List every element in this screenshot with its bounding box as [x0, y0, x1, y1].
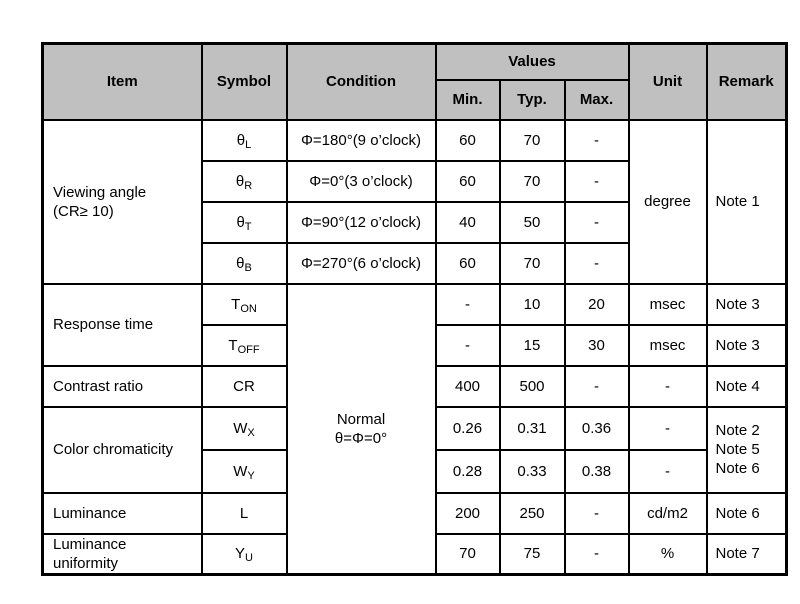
luminance-uniformity-item-cell: [43, 534, 202, 575]
t-on-symbol: T: [231, 295, 241, 313]
y-u-symbol-cell: [202, 534, 287, 575]
theta-r-min-cell: 60: [436, 161, 500, 202]
header-condition: Condition: [287, 44, 436, 120]
contrast-ratio-unit-cell: -: [629, 366, 707, 407]
t-on-unit-cell: msec: [629, 284, 707, 325]
t-off-max-cell: 30: [565, 325, 629, 366]
theta-t-condition-cell: Φ=90°(12 o’clock): [287, 202, 436, 243]
y-u-max-cell: -: [565, 534, 629, 575]
w-x-max-cell: 0.36: [565, 407, 629, 450]
w-x-unit-cell: -: [629, 407, 707, 450]
header-unit: Unit: [629, 44, 707, 120]
theta-b-min-cell: 60: [436, 243, 500, 284]
shared-condition-line1: Normal: [336, 410, 386, 428]
response-time-item-cell: Response time: [43, 284, 202, 366]
w-x-symbol-cell: [202, 407, 287, 450]
t-on-max-cell: 20: [565, 284, 629, 325]
w-y-min-cell: 0.28: [436, 450, 500, 493]
t-off-typ-cell: 15: [500, 325, 565, 366]
table-row: [43, 284, 787, 325]
theta-r-symbol: θ: [235, 172, 245, 190]
theta-t-symbol-sub: T: [244, 220, 252, 233]
theta-t-min-cell: 40: [436, 202, 500, 243]
t-off-remark-cell: Note 3: [707, 325, 787, 366]
header-max: Max.: [565, 80, 629, 120]
y-u-symbol: Y: [235, 545, 246, 563]
w-y-max-cell: 0.38: [565, 450, 629, 493]
theta-l-typ-cell: 70: [500, 120, 565, 161]
chromaticity-remark-line1: Note 2: [715, 422, 760, 439]
theta-r-symbol-cell: [202, 161, 287, 202]
viewing-angle-label-line1: Viewing angle: [53, 183, 147, 201]
theta-r-typ-cell: 70: [500, 161, 565, 202]
luminance-typ-cell: 250: [500, 493, 565, 534]
viewing-angle-unit-cell: degree: [629, 120, 707, 284]
t-off-symbol-cell: [202, 325, 287, 366]
t-off-symbol: T: [228, 336, 238, 354]
w-y-typ-cell: 0.33: [500, 450, 565, 493]
luminance-unit-cell: cd/m2: [629, 493, 707, 534]
w-x-symbol: W: [233, 419, 248, 437]
theta-l-symbol-cell: [202, 120, 287, 161]
w-x-symbol-sub: X: [247, 426, 255, 439]
y-u-unit-cell: %: [629, 534, 707, 575]
header-row-1: [43, 44, 787, 80]
w-y-symbol-sub: Y: [247, 469, 255, 482]
contrast-ratio-min-cell: 400: [436, 366, 500, 407]
theta-l-condition-cell: Φ=180°(9 o’clock): [287, 120, 436, 161]
t-on-remark-cell: Note 3: [707, 284, 787, 325]
theta-t-symbol: θ: [236, 213, 245, 231]
theta-l-max-cell: -: [565, 120, 629, 161]
contrast-ratio-typ-cell: 500: [500, 366, 565, 407]
viewing-angle-remark-cell: Note 1: [707, 120, 787, 284]
luminance-min-cell: 200: [436, 493, 500, 534]
theta-t-typ-cell: 50: [500, 202, 565, 243]
luminance-remark-cell: Note 6: [707, 493, 787, 534]
theta-r-max-cell: -: [565, 161, 629, 202]
luminance-max-cell: -: [565, 493, 629, 534]
viewing-angle-label-line2: (CR≥ 10): [53, 202, 114, 220]
w-x-typ-cell: 0.31: [500, 407, 565, 450]
t-on-symbol-sub: ON: [240, 302, 257, 315]
theta-b-symbol-sub: B: [244, 261, 252, 274]
w-y-symbol-cell: [202, 450, 287, 493]
contrast-ratio-item-cell: Contrast ratio: [43, 366, 202, 407]
header-typ: Typ.: [500, 80, 565, 120]
header-symbol: Symbol: [202, 44, 287, 120]
y-u-typ-cell: 75: [500, 534, 565, 575]
theta-b-typ-cell: 70: [500, 243, 565, 284]
color-chromaticity-remark-cell: [707, 407, 787, 493]
theta-b-condition-cell: Φ=270°(6 o’clock): [287, 243, 436, 284]
header-remark: Remark: [707, 44, 787, 120]
t-off-symbol-sub: OFF: [237, 343, 260, 356]
theta-l-symbol: θ: [236, 131, 246, 149]
luminance-symbol-cell: L: [202, 493, 287, 534]
theta-r-symbol-sub: R: [244, 179, 253, 192]
y-u-min-cell: 70: [436, 534, 500, 575]
w-y-unit-cell: -: [629, 450, 707, 493]
theta-r-condition-cell: Φ=0°(3 o’clock): [287, 161, 436, 202]
header-values: Values: [436, 44, 629, 80]
w-x-min-cell: 0.26: [436, 407, 500, 450]
theta-b-max-cell: -: [565, 243, 629, 284]
contrast-ratio-remark-cell: Note 4: [707, 366, 787, 407]
chromaticity-remark-line2: Note 5: [715, 441, 760, 458]
t-on-min-cell: -: [436, 284, 500, 325]
w-y-symbol: W: [233, 462, 248, 480]
header-item: Item: [43, 44, 202, 120]
shared-condition-line2: θ=Φ=0°: [334, 429, 388, 447]
theta-l-min-cell: 60: [436, 120, 500, 161]
t-off-unit-cell: msec: [629, 325, 707, 366]
luminance-uniformity-label-line1: Luminance: [53, 535, 127, 553]
theta-b-symbol-cell: [202, 243, 287, 284]
luminance-item-cell: Luminance: [43, 493, 202, 534]
contrast-ratio-max-cell: -: [565, 366, 629, 407]
chromaticity-remark-line3: Note 6: [715, 460, 760, 477]
color-chromaticity-item-cell: Color chromaticity: [43, 407, 202, 493]
y-u-symbol-sub: U: [245, 552, 253, 565]
t-on-symbol-cell: [202, 284, 287, 325]
header-min: Min.: [436, 80, 500, 120]
y-u-remark-cell: Note 7: [707, 534, 787, 575]
viewing-angle-item-cell: [43, 120, 202, 284]
t-on-typ-cell: 10: [500, 284, 565, 325]
theta-l-symbol-sub: L: [245, 138, 252, 151]
theta-t-max-cell: -: [565, 202, 629, 243]
t-off-min-cell: -: [436, 325, 500, 366]
luminance-uniformity-label-line2: uniformity: [53, 554, 119, 572]
optical-spec-table: [41, 42, 788, 576]
table-row: [43, 120, 787, 161]
shared-condition-cell: [287, 284, 436, 575]
theta-b-symbol: θ: [236, 254, 245, 272]
contrast-ratio-symbol-cell: CR: [202, 366, 287, 407]
theta-t-symbol-cell: [202, 202, 287, 243]
